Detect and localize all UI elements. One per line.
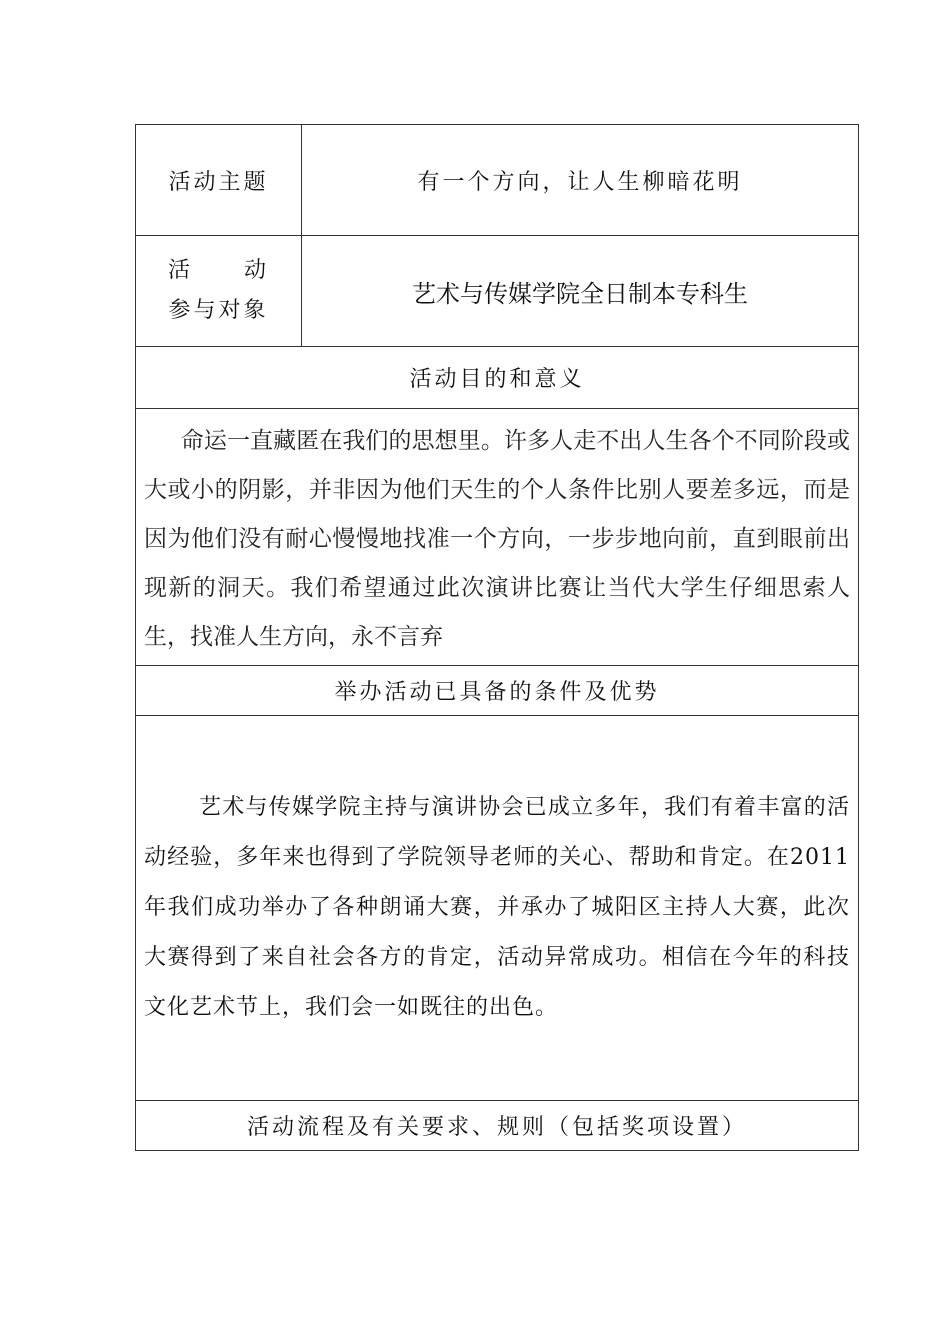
purpose-header: 活动目的和意义: [136, 347, 859, 409]
theme-row: [136, 125, 859, 236]
conditions-body-row: [136, 716, 859, 1101]
flow-header-row: [136, 1101, 859, 1151]
target-row: [136, 236, 859, 347]
purpose-body-cell: [136, 409, 859, 666]
target-label-char-left: 活: [168, 258, 194, 283]
flow-header: 活动流程及有关要求、规则（包括奖项设置）: [136, 1101, 859, 1151]
theme-value: 有一个方向，让人生柳暗花明: [302, 125, 859, 236]
conditions-header-row: [136, 666, 859, 716]
theme-label: 活动主题: [136, 125, 302, 236]
target-value: 艺术与传媒学院全日制本专科生: [302, 236, 859, 347]
target-label-line2: 参与对象: [168, 298, 269, 323]
purpose-text: 命运一直藏匿在我们的思想里。许多人走不出人生各个不同阶段或大或小的阴影，并非因为他们天生的个人条件比别人要差多远，而是因为他们没有耐心慢慢地找准一个方向，一步步地向前，直到眼前出现新的洞天。我们希望通过此次演讲比赛让当代大学生仔细思索人生，找准人生方向，永不言弃: [144, 428, 850, 650]
activity-form-table: [135, 124, 859, 1151]
conditions-body-cell: [136, 716, 859, 1101]
target-label-line1: [136, 251, 301, 291]
conditions-header: 举办活动已具备的条件及优势: [136, 666, 859, 716]
target-label: [136, 236, 302, 347]
purpose-body-row: [136, 409, 859, 666]
conditions-text: 艺术与传媒学院主持与演讲协会已成立多年，我们有着丰富的活动经验，多年来也得到了学院领导老师的关心、帮助和肯定。在2011年我们成功举办了各种朗诵大赛，并承办了城阳区主持人大赛，此次大赛得到了来自社会各方的肯定，活动异常成功。相信在今年的科技文化艺术节上，我们会一如既往的出色。: [144, 795, 850, 1020]
purpose-header-row: [136, 347, 859, 409]
target-label-char-right: 动: [243, 258, 269, 283]
